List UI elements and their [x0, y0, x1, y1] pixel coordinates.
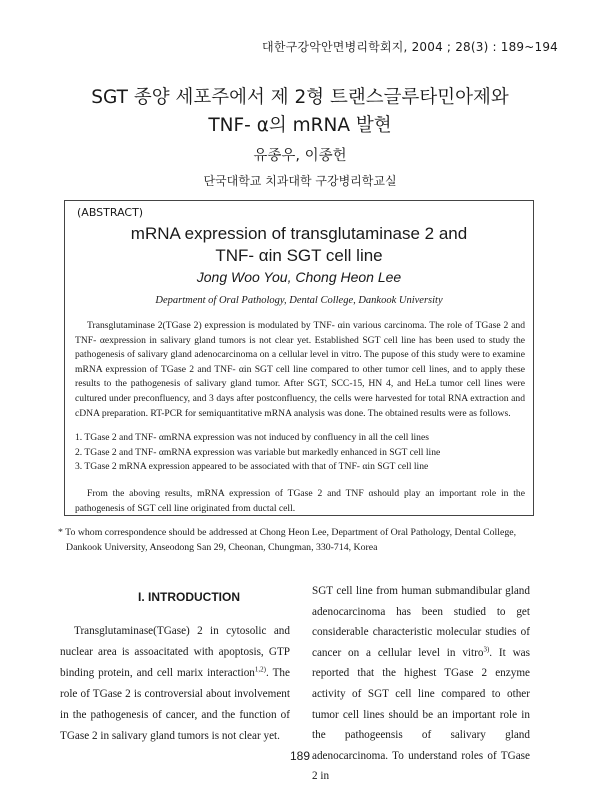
journal-reference: 대한구강악안면병리학회지, 2004 ; 28(3) : 189~194 — [262, 40, 558, 54]
abstract-label: (ABSTRACT) — [77, 206, 144, 219]
introduction-left-column — [60, 621, 290, 747]
english-title-line1: mRNA expression of transglutaminase 2 and — [130, 224, 468, 243]
korean-title-line2: TNF- α의 mRNA 발현 — [208, 115, 392, 136]
korean-title-line1: SGT 종양 세포주에서 제 2형 트랜스글루타민아제와 — [91, 87, 509, 108]
intro-right-text-2: . It was reported that the highest TGase 2 enzyme activity of SGT cell line compared to other tumor cell lines should be an important role in the pathogeensis of salivary gland adenocarcinoma. To understand roles of TGase 2 in — [312, 646, 530, 783]
korean-authors: 유종우, 이종헌 — [253, 148, 347, 164]
english-authors: Jong Woo You, Chong Heon Lee — [196, 269, 402, 285]
introduction-heading: I. INTRODUCTION — [138, 590, 240, 604]
intro-left-citation: 1,2) — [254, 665, 266, 674]
footnote-line2: Dankook University, Anseodong San 29, Cheonan, Chungman, 330-714, Korea — [66, 542, 378, 553]
english-affiliation: Department of Oral Pathology, Dental College, Dankook University — [155, 295, 443, 306]
english-title — [65, 223, 533, 267]
korean-title — [0, 84, 600, 140]
intro-left-text: Transglutaminase(TGase) 2 in cytosolic and nuclear area is assoacitated with apoptosis, GTP binding protein, and cell marix interaction — [60, 625, 290, 679]
result-item-3: 3. TGase 2 mRNA expression appeared to be associated with that of TNF- αin SGT cell line — [75, 461, 429, 473]
abstract-paragraph: Transglutaminase 2(TGase 2) expression is modulated by TNF- αin various carcinoma. The role of TGase 2 and TNF- αexpression in salivary gland tumors is not clear yet. Established SGT cell line has been used to study the pathogenesis of salivary gland adenocarcinoma on a cellular level in vitro. The pupose of this study were to examine mRNA expression of TGase 2 and TNF- αin SGT cell line compared to other tumor cell lines, and to apply these results to the pathogenesis of salivary gland tumor. After SGT, SCC-15, HN 4, and HeLa tumor cell lines were cultured under preconfluency, and 3 days after postconfluency, the cells were harvested for total RNA extraction and cDNA preparation. RT-PCR for semiquantitative mRNA analysis was done. The obtained results were as follows. — [75, 320, 525, 419]
result-item-1: 1. TGase 2 and TNF- αmRNA expression was not induced by confluency in all the cell lines — [75, 432, 429, 443]
result-item-2: 2. TGase 2 and TNF- αmRNA expression was variable but markedly enhanced in SGT cell line — [75, 446, 441, 458]
intro-right-text: SGT cell line from human submandibular gland adenocarcinoma has been studied to get considerable characteristic molecular studies of cancer on a cellular level in vitro — [312, 585, 530, 659]
footnote-line1: * To whom correspondence should be addressed at Chong Heon Lee, Department of Oral Pathology, Dental College, — [58, 527, 517, 538]
correspondence-footnote — [58, 525, 538, 555]
results-list — [75, 431, 525, 475]
english-title-line2: TNF- αin SGT cell line — [215, 246, 383, 265]
abstract-conclusion: From the aboving results, mRNA expression of TGase 2 and TNF αshould play an important role in the pathogenesis of SGT cell line originated from ductal cell. — [75, 488, 525, 514]
page-number: 189 — [289, 749, 311, 763]
intro-left-text-2: . The role of TGase 2 is controversial about involvement in the pathogenesis of cancer, and the function of TGase 2 in salivary gland tumors is not clear yet. — [60, 667, 290, 742]
korean-affiliation: 단국대학교 치과대학 구강병리학교실 — [203, 174, 397, 188]
intro-right-citation: 3) — [483, 645, 490, 654]
abstract-box — [64, 200, 534, 516]
